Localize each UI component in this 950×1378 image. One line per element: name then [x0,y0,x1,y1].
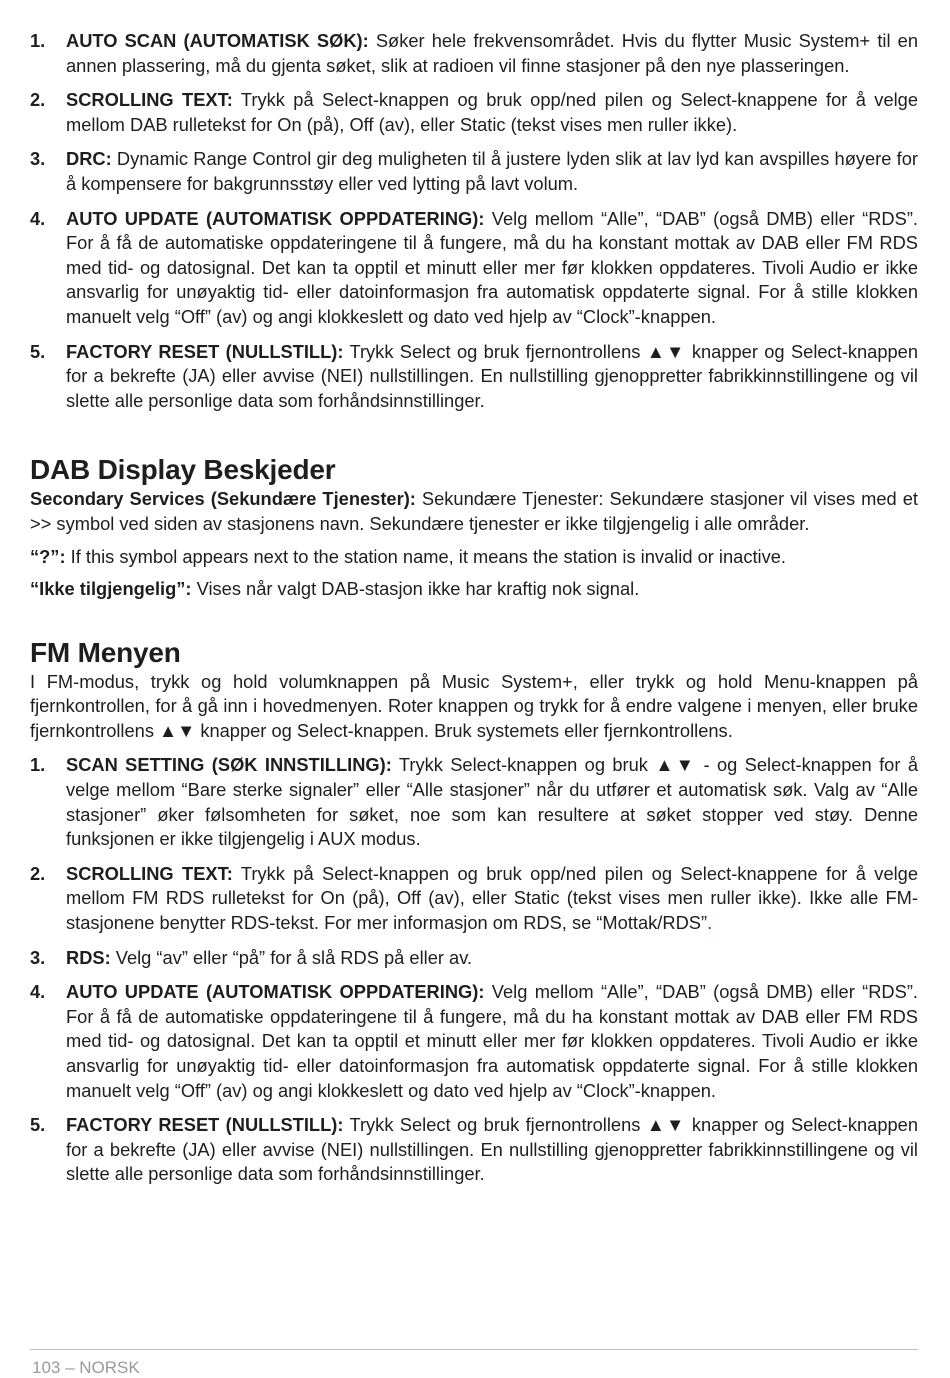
list-item [30,946,918,971]
item-number: 4. [30,981,46,1003]
item-text: Trykk Select-knappen og bruk ▲▼ - og Select-knappen for å velge mellom “Bare sterke signaler” eller “Alle stasjoner” når du utfører et automatisk søk. Valg av “Alle stasjoner” øker følsomheten for søket, noe som kan resultere at søket stopper ved støy. Denne funksjonen er ikke tilgjengelig i AUX modus. [66,754,918,850]
list-item [30,29,918,78]
secondary-services-paragraph [30,487,918,536]
dab-display-heading: DAB Display Beskjeder [30,454,336,486]
item-text: Trykk på Select-knappen og bruk opp/ned pilen og Select-knappene for å velge mellom DAB rulletekst for On (på), Off (av), eller Static (tekst vises men ruller ikke). [66,89,919,135]
item-lead: SCAN SETTING (SØK INNSTILLING): [66,754,392,776]
dab-menu-list [30,29,918,413]
paragraph-text: If this symbol appears next to the station name, it means the station is invalid or inactive. [65,545,786,567]
item-lead: SCROLLING TEXT: [66,862,233,884]
item-text: Trykk på Select-knappen og bruk opp/ned pilen og Select-knappene for å velge mellom FM RDS rulletekst for On (på), Off (av), eller Static (tekst vises men ruller ikke). Ikke alle FM-stasjonene benytter RDS-tekst. For mer informasjon om RDS, se “Mottak/RDS” [66,862,919,934]
list-item [30,862,918,936]
item-text: Velg “av” eller “på” for å slå RDS på eller av. [110,946,473,968]
item-text: Dynamic Range Control gir deg muligheten til å justere lyden slik at lav lyd kan avspilles høyere for å kompensere for bakgrunnsstøy eller ved lytting på lavt volum. [66,148,918,194]
item-number: 2. [30,862,46,884]
item-number: 1. [30,754,46,776]
item-lead: DRC: [66,148,112,170]
not-available-paragraph [30,577,918,602]
item-number: 3. [30,148,46,170]
footer-divider [30,1349,918,1350]
item-text: Trykk Select og bruk fjernontrollens ▲▼ knapper og Select-knappen for a bekrefte (JA) eller avvise (NEI) nullstillingen. En nullstilling gjenoppretter fabrikkinnstillingene og vil slette alle personlige data som forhåndsinnstillinger. [66,1114,918,1185]
fm-menu-heading: FM Menyen [30,636,181,668]
paragraph-lead: Secondary Services (Sekundære Tjenester): [30,488,416,510]
document-page [30,29,918,1197]
paragraph-lead: “Ikke tilgjengelig”: [30,578,192,600]
item-number: 5. [30,340,46,362]
item-text: Velg mellom “Alle”, “DAB” (også DMB) eller “RDS”. For å få de automatiske oppdateringene til å fungere, må du ha konstant mottak av DAB eller FM RDS med tid- og datosignal. Det kan ta opptil et minutt eller mer før klokken oppdateres. Tivoli Audio er ikke ansvarlig for unøyaktig tid- eller datoinformasjon fra automatisk oppdaterte signal. For å stille klokken manuelt velg “Off” (av) og angi klokkeslett og dato ved hjelp av “Clock”-knappen. [66,981,918,1101]
list-item [30,980,918,1103]
item-lead: AUTO SCAN (AUTOMATISK SØK): [66,30,369,51]
list-item [30,1113,918,1187]
paragraph-lead: “?”: [30,545,66,567]
item-lead: FACTORY RESET (NULLSTILL): [66,1114,344,1136]
fm-menu-list [30,753,918,1187]
list-item [30,88,918,137]
page-footer: 103 – NORSK [32,1358,140,1377]
list-item [30,147,918,196]
question-mark-paragraph [30,545,918,570]
paragraph-text: Vises når valgt DAB-stasjon ikke har kraftig nok signal. [191,578,640,600]
paragraph-text: Sekundære Tjenester: Sekundære stasjoner vil vises med et >> symbol ved siden av stasjonens navn. Sekundære tjenester er ikke tilgjengelig i alle områder. [30,488,918,534]
item-tail: . [707,912,713,934]
item-text: Søker hele frekvensområdet. Hvis du flytter Music System+ til en annen plassering, må du gjenta søket, slik at radioen vil finne stasjoner på den nye plasseringen. [66,30,918,76]
item-text: Trykk Select og bruk fjernontrollens ▲▼ knapper og Select-knappen for a bekrefte (JA) eller avvise (NEI) nullstillingen. En nullstilling gjenoppretter fabrikkinnstillingene og vil slette alle personlige data som forhåndsinnstillinger. [66,340,918,411]
item-number: 4. [30,207,46,229]
list-item [30,340,918,414]
item-lead: AUTO UPDATE (AUTOMATISK OPPDATERING): [66,207,485,229]
item-number: 5. [30,1114,46,1136]
item-number: 1. [30,30,46,51]
item-number: 2. [30,89,46,111]
item-lead: RDS: [66,946,111,968]
list-item [30,207,918,330]
list-item [30,753,918,851]
fm-menu-intro: I FM-modus, trykk og hold volumknappen på Music System+, eller trykk og hold Menu-knappen på fjernkontrollen, for å gå inn i hovedmenyen. Roter knappen og trykk for å endre valgene i menyen, eller bruke fjernkontrollens ▲▼ knapper og Select-knappen. Bruk systemets eller fjernkontrollens. [30,670,918,741]
item-number: 3. [30,946,46,968]
item-lead: AUTO UPDATE (AUTOMATISK OPPDATERING): [66,981,485,1003]
item-lead: FACTORY RESET (NULLSTILL): [66,340,344,362]
item-text: Velg mellom “Alle”, “DAB” (også DMB) eller “RDS”. For å få de automatiske oppdateringene til å fungere, må du ha konstant mottak av DAB eller FM RDS med tid- og datosignal. Det kan ta opptil et minutt eller mer før klokken oppdateres. Tivoli Audio er ikke ansvarlig for unøyaktig tid- eller datoinformasjon fra automatisk oppdaterte signal. For å stille klokken manuelt velg “Off” (av) og angi klokkeslett og dato ved hjelp av “Clock”-knappen. [66,207,918,327]
item-lead: SCROLLING TEXT: [66,89,233,111]
